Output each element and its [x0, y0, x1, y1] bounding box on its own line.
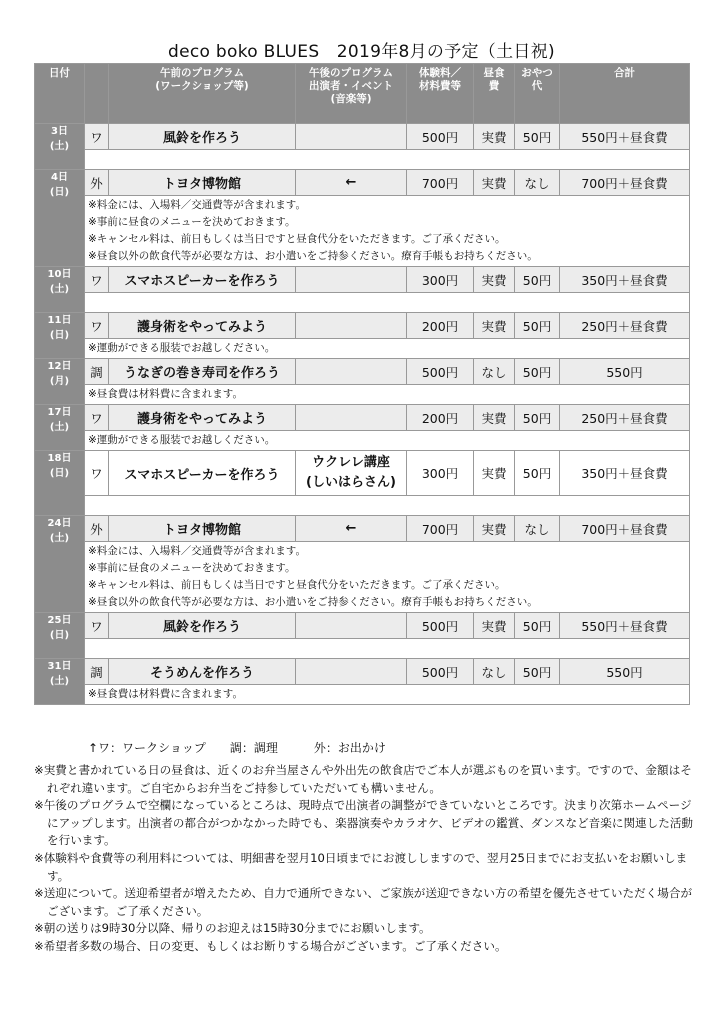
- footer-note: ※午後のプログラムで空欄になっているところは、現時点で出演者の調整ができていないところです。決まり次第ホームページにアップします。出演者の都合がつかなかった時でも、楽器演奏やカラオケ、ビデオの鑑賞、ダンスなど音楽に関連した活動を行います。: [34, 798, 694, 848]
- total-cell: 350円＋昼食費: [560, 451, 690, 496]
- header-pm-program: 午後のプログラム 出演者・イベント (音楽等): [296, 64, 407, 124]
- schedule-row: [35, 359, 690, 385]
- schedule-table: [34, 63, 690, 705]
- footer-note: ※朝の送りは9時30分以降、帰りのお迎えは15時30分までにお願いします。: [34, 921, 431, 936]
- category-cell: ワ: [85, 313, 109, 339]
- header-fee: 体験料／ 材料費等: [407, 64, 474, 124]
- lunch-cell: 実費: [474, 313, 515, 339]
- total-cell: 550円: [560, 659, 690, 685]
- footer-note: ※実費と書かれている日の昼食は、近くのお弁当屋さんや外出先の飲食店でご本人が選ぶものを買います。ですので、金額はそれぞれ違います。ご自宅からお弁当をご持参していただいても構いません。: [34, 763, 692, 795]
- schedule-row: [35, 451, 690, 496]
- snack-cell: なし: [515, 170, 560, 196]
- notes-row: [35, 431, 690, 451]
- notes-cell: [85, 150, 690, 170]
- total-cell: 550円＋昼食費: [560, 124, 690, 150]
- schedule-row: [35, 659, 690, 685]
- snack-cell: 50円: [515, 451, 560, 496]
- fee-cell: 200円: [407, 405, 474, 431]
- footer-note: ※希望者多数の場合、日の変更、もしくはお断りする場合がございます。ご了承ください。: [34, 938, 507, 953]
- category-cell: 調: [85, 359, 109, 385]
- am-program-cell: そうめんを作ろう: [109, 659, 296, 685]
- total-cell: 550円: [560, 359, 690, 385]
- note-line: ※運動ができる服装でお越しください。: [88, 342, 276, 354]
- snack-cell: 50円: [515, 313, 560, 339]
- header-category: [85, 64, 109, 124]
- note-line: ※昼食費は材料費に含まれます。: [88, 388, 243, 400]
- date-cell: 24日 (土): [35, 516, 85, 613]
- category-cell: ワ: [85, 613, 109, 639]
- fee-cell: 300円: [407, 267, 474, 293]
- total-cell: 700円＋昼食費: [560, 170, 690, 196]
- date-cell: 12日 (月): [35, 359, 85, 405]
- am-program-cell: トヨタ博物館: [109, 516, 296, 542]
- snack-cell: なし: [515, 516, 560, 542]
- notes-cell: [85, 293, 690, 313]
- total-cell: 350円＋昼食費: [560, 267, 690, 293]
- note-line: ※事前に昼食のメニューを決めておきます。: [88, 216, 296, 228]
- note-line: ※昼食費は材料費に含まれます。: [88, 688, 243, 700]
- snack-cell: 50円: [515, 405, 560, 431]
- notes-row: [35, 293, 690, 313]
- snack-cell: 50円: [515, 267, 560, 293]
- am-program-cell: 風鈴を作ろう: [109, 124, 296, 150]
- snack-cell: 50円: [515, 359, 560, 385]
- note-line: ※料金には、入場料／交通費等が含まれます。: [88, 199, 306, 211]
- am-program-cell: 風鈴を作ろう: [109, 613, 296, 639]
- notes-cell: [85, 431, 690, 451]
- notes-row: [35, 639, 690, 659]
- lunch-cell: 実費: [474, 170, 515, 196]
- notes-cell: [85, 196, 690, 267]
- note-line: ※料金には、入場料／交通費等が含まれます。: [88, 545, 306, 557]
- date-cell: 3日 (土): [35, 124, 85, 170]
- date-cell: 4日 (日): [35, 170, 85, 267]
- fee-cell: 200円: [407, 313, 474, 339]
- schedule-row: [35, 267, 690, 293]
- note-line: ※昼食以外の飲食代等が必要な方は、お小遣いをご持参ください。療育手帳もお持ちください。: [88, 596, 538, 608]
- fee-cell: 500円: [407, 613, 474, 639]
- note-line: ※昼食以外の飲食代等が必要な方は、お小遣いをご持参ください。療育手帳もお持ちください。: [88, 250, 538, 262]
- notes-cell: [85, 639, 690, 659]
- total-cell: 250円＋昼食費: [560, 313, 690, 339]
- category-cell: 調: [85, 659, 109, 685]
- lunch-cell: 実費: [474, 516, 515, 542]
- category-cell: ワ: [85, 267, 109, 293]
- schedule-row: [35, 516, 690, 542]
- date-cell: 10日 (土): [35, 267, 85, 313]
- header-lunch: 昼食 費: [474, 64, 515, 124]
- schedule-row: [35, 124, 690, 150]
- notes-cell: [85, 339, 690, 359]
- footer-note: ※体験料や食費等の利用料については、明細書を翌月10日頃までにお渡ししますので、翌月25日までにお支払いをお願いします。: [34, 850, 688, 883]
- pm-program-cell: [296, 659, 407, 685]
- notes-row: [35, 542, 690, 613]
- pm-program-cell: [296, 405, 407, 431]
- date-cell: 11日 (日): [35, 313, 85, 359]
- category-cell: ワ: [85, 124, 109, 150]
- pm-program-cell: [296, 124, 407, 150]
- total-cell: 550円＋昼食費: [560, 613, 690, 639]
- note-line: ※運動ができる服装でお越しください。: [88, 434, 276, 446]
- header-date: 日付: [35, 64, 85, 124]
- category-cell: 外: [85, 516, 109, 542]
- am-program-cell: 護身術をやってみよう: [109, 313, 296, 339]
- header-snack: おやつ 代: [515, 64, 560, 124]
- am-program-cell: スマホスピーカーを作ろう: [109, 267, 296, 293]
- header-total: 合計: [560, 64, 690, 124]
- schedule-row: [35, 613, 690, 639]
- notes-cell: [85, 496, 690, 516]
- pm-program-cell: ←: [296, 170, 407, 196]
- category-cell: ワ: [85, 405, 109, 431]
- total-cell: 700円＋昼食費: [560, 516, 690, 542]
- page-title: deco boko BLUES 2019年8月の予定（土日祝): [168, 42, 555, 62]
- lunch-cell: なし: [474, 359, 515, 385]
- am-program-cell: トヨタ博物館: [109, 170, 296, 196]
- notes-row: [35, 196, 690, 267]
- pm-program-cell: [296, 613, 407, 639]
- date-cell: 18日 (日): [35, 451, 85, 516]
- lunch-cell: 実費: [474, 451, 515, 496]
- fee-cell: 700円: [407, 170, 474, 196]
- notes-row: [35, 496, 690, 516]
- am-program-cell: スマホスピーカーを作ろう: [109, 451, 296, 496]
- legend: ↑ワ：ワークショップ 調：調理 外：お出かけ: [88, 741, 386, 755]
- note-line: ※事前に昼食のメニューを決めておきます。: [88, 562, 296, 574]
- am-program-cell: うなぎの巻き寿司を作ろう: [109, 359, 296, 385]
- notes-row: [35, 339, 690, 359]
- fee-cell: 500円: [407, 359, 474, 385]
- pm-program-cell: ウクレレ講座 (しいはらさん): [296, 451, 407, 496]
- notes-row: [35, 150, 690, 170]
- fee-cell: 300円: [407, 451, 474, 496]
- lunch-cell: 実費: [474, 267, 515, 293]
- note-line: ※キャンセル料は、前日もしくは当日ですと昼食代分をいただきます。ご了承ください。: [88, 579, 506, 591]
- lunch-cell: なし: [474, 659, 515, 685]
- date-cell: 17日 (土): [35, 405, 85, 451]
- fee-cell: 500円: [407, 124, 474, 150]
- notes-cell: [85, 685, 690, 705]
- pm-program-cell: [296, 313, 407, 339]
- schedule-row: [35, 313, 690, 339]
- note-line: ※キャンセル料は、前日もしくは当日ですと昼食代分をいただきます。ご了承ください。: [88, 233, 506, 245]
- date-cell: 25日 (日): [35, 613, 85, 659]
- category-cell: ワ: [85, 451, 109, 496]
- fee-cell: 700円: [407, 516, 474, 542]
- pm-program-cell: ←: [296, 516, 407, 542]
- footer-notes: [34, 762, 694, 956]
- am-program-cell: 護身術をやってみよう: [109, 405, 296, 431]
- category-cell: 外: [85, 170, 109, 196]
- footer-note: ※送迎について。送迎希望者が増えたため、自力で通所できない、ご家族が送迎できない方の希望を優先させていただく場合がございます。ご了承ください。: [34, 886, 693, 918]
- snack-cell: 50円: [515, 613, 560, 639]
- lunch-cell: 実費: [474, 124, 515, 150]
- pm-program-cell: [296, 267, 407, 293]
- date-cell: 31日 (土): [35, 659, 85, 705]
- notes-row: [35, 385, 690, 405]
- lunch-cell: 実費: [474, 613, 515, 639]
- fee-cell: 500円: [407, 659, 474, 685]
- schedule-row: [35, 170, 690, 196]
- notes-cell: [85, 542, 690, 613]
- lunch-cell: 実費: [474, 405, 515, 431]
- snack-cell: 50円: [515, 124, 560, 150]
- snack-cell: 50円: [515, 659, 560, 685]
- notes-cell: [85, 385, 690, 405]
- header-am-program: 午前のプログラム (ワークショップ等): [109, 64, 296, 124]
- notes-row: [35, 685, 690, 705]
- schedule-row: [35, 405, 690, 431]
- pm-program-cell: [296, 359, 407, 385]
- total-cell: 250円＋昼食費: [560, 405, 690, 431]
